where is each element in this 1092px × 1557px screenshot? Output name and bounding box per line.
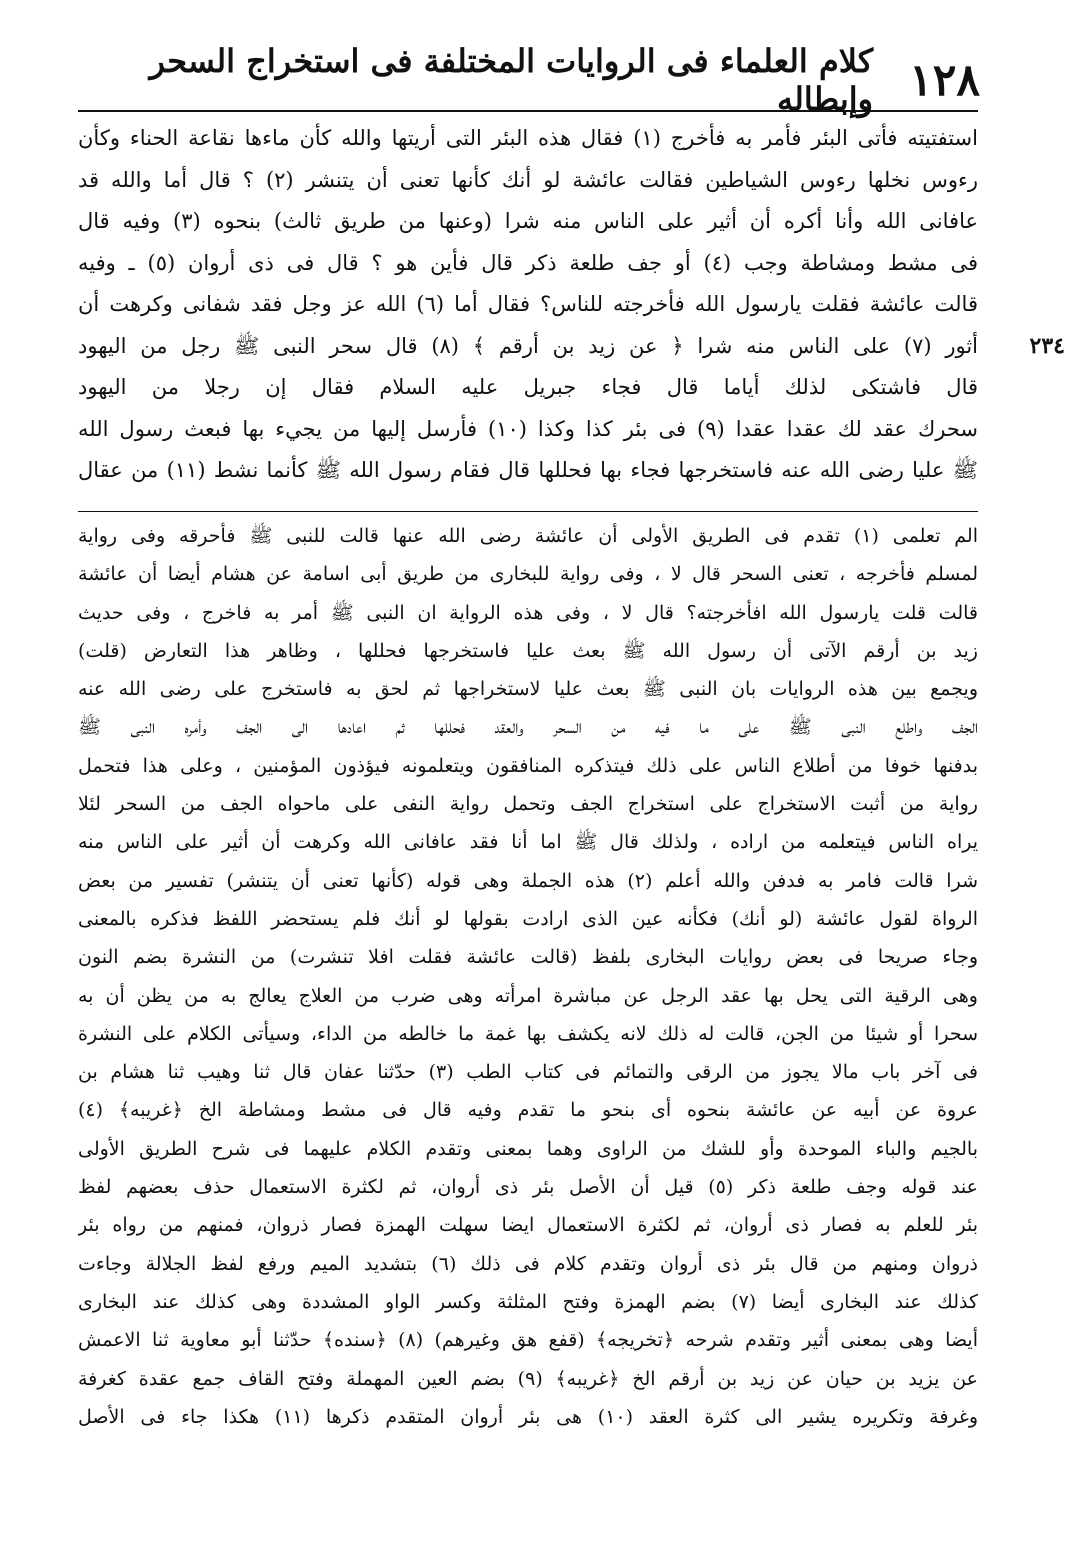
footnote-line: وهى الرقية التى يحل بها عقد الرجل عن مباشرة امرأته وهى ضرب من العلاج يعالج به من يظن أن به bbox=[78, 984, 978, 1007]
footnote-line: كذلك عند البخارى أيضا (٧) بضم الهمزة وفتح المثلثة وكسر الواو المشددة وهى كذلك عند البخارى bbox=[78, 1290, 978, 1313]
main-text-line: استفتيته فأتى البئر فأمر به فأخرج (١) فقال هذه البئر التى أريتها والله كأن ماءها نقاعة الحناء وكأن bbox=[78, 126, 978, 150]
footnote-line: يراه الناس فيتعلمه من اراده ، ولذلك قال ﷺ اما أنا فقد عافانى الله وكرهت أن أثير على الناس منه bbox=[78, 831, 978, 854]
footnote-line: بدفنها خوفا من أطلاع الناس على ذلك فيتذكره المنافقون ويتعلمونه فيؤذون المؤمنين ، وعلى هذا فتحمل bbox=[78, 754, 978, 777]
main-text-line: رءوس نخلها رءوس الشياطين فقالت عائشة لو أنك كأنها تعنى أن يتنشر (٢) ؟ قال أما والله قد bbox=[78, 167, 978, 192]
footnote-line: الجف واطلع النبى ﷺ على ما فيه من السحر والعقد فحللها ثم اعادها الى الجف وأمره النبى ﷺ bbox=[78, 716, 978, 739]
footnote-line: بالجيم والباء الموحدة وأو للشك من الراوى وهما بمعنى وتقدم الكلام عليهما فى شرح الطريق الأولى bbox=[78, 1137, 978, 1160]
footnote-line: عن يزيد بن حيان عن زيد بن أرقم الخ ﴿غريبه﴾ (٩) بضم العين المهملة وفتح القاف جمع عقدة كغرفة bbox=[78, 1367, 978, 1390]
main-text bbox=[78, 118, 978, 492]
footnote-line: وجاء صريحا فى بعض روايات البخارى بلفظ (قالت عائشة فقلت افلا تنشرت) من النشرة بضم النون bbox=[78, 946, 978, 969]
main-text-line: قال فاشتكى لذلك أياما قال فجاء جبريل عليه السلام فقال إن رجلا من اليهود bbox=[78, 375, 978, 399]
main-text-line: أثور (٧) على الناس منه شرا ﴿ عن زيد بن أرقم ﴾ (٨) قال سحر النبى ﷺ رجل من اليهود bbox=[78, 333, 978, 358]
page-number: ١٢٨ bbox=[909, 54, 980, 106]
footnote-divider bbox=[78, 511, 978, 512]
header-rule bbox=[78, 110, 978, 112]
main-text-line: ﷺ عليا رضى الله عنه فاستخرجها فجاء بها فحللها قال فقام رسول الله ﷺ كأنما نشط (١١) من عقال bbox=[78, 458, 978, 482]
main-text-line: قالت عائشة فقلت يارسول الله فأخرجته للناس؟ فقال أما (٦) الله عز وجل فقد شفانى وكرهت أن bbox=[78, 292, 978, 316]
page-header bbox=[80, 42, 980, 118]
footnote-line: قالت قلت يارسول الله افأخرجته؟ قال لا ، وفى هذه الرواية ان النبى ﷺ أمر به فاخرج ، وفى حديث bbox=[78, 601, 978, 624]
main-text-line: سحرك عقد لك عقدا عقدا (٩) فى بئر كذا وكذا (١٠) فأرسل إليها من يجيء بها فبعث رسول الله bbox=[78, 416, 978, 441]
footnote-line: عند قوله وجف طلعة ذكر (٥) قيل أن الأصل بئر ذى أروان، ثم لكثرة الاستعمال حذف بعضهم لفظ bbox=[78, 1176, 978, 1199]
footnote-line: أيضا وهى بمعنى أثير وتقدم شرحه ﴿تخريجه﴾ (قفع هق وغيرهم) (٨) ﴿سنده﴾ حدّثنا أبو معاوية ثنا الاعمش bbox=[78, 1329, 978, 1352]
footnote-line: وغرفة وتكريره يشير الى كثرة العقد (١٠) هى بئر أروان المتقدم ذكرها (١١) هكذا جاء فى الأصل bbox=[78, 1405, 978, 1428]
footnote-line: زيد بن أرقم الآتى أن رسول الله ﷺ بعث عليا فاستخرجها فحللها ، وظاهر هذا التعارض (قلت) bbox=[78, 639, 978, 662]
footnote-line: ويجمع بين هذه الروايات بان النبى ﷺ بعث عليا لاستخراجها ثم لحق به فاستخرج على رضى الله عنه bbox=[78, 678, 978, 701]
footnote-line: ذروان ومنهم من قال بئر ذى أروان وتقدم كلام فى ذلك (٦) بتشديد الميم ورفع لفظ الجلالة وجاءت bbox=[78, 1252, 978, 1275]
footnote-line: عروة عن أبيه عن عائشة بنحوه أى بنحو ما تقدم وفيه قال فى مشط ومشاطة الخ ﴿غريبه﴾ (٤) bbox=[78, 1099, 978, 1122]
hadith-number: ٢٣٤ bbox=[1029, 333, 1065, 359]
footnote-line: الم تعلمى (١) تقدم فى الطريق الأولى أن عائشة رضى الله عنها قالت للنبى ﷺ فأحرقه وفى رواية bbox=[78, 525, 978, 547]
running-title: كلام العلماء فى الروايات المختلفة فى استخراج السحر وإبطاله bbox=[149, 42, 874, 118]
footnote-line: الرواة لقول عائشة (لو أنك) فكأنه عين الذى ارادت بقولها لو أنك فلم يستحضر اللفظ فذكره بالمعنى bbox=[78, 907, 978, 930]
main-text-line: فى مشط ومشاطة وجب (٤) أو جف طلعة ذكر قال فأين هو ؟ قال فى ذى أروان (٥) ـ وفيه bbox=[78, 250, 978, 275]
footnote-line: بئر للعلم به فصار ذى أروان، ثم لكثرة الاستعمال ايضا سهلت الهمزة فصار ذروان، فمنهم من رواه بئر bbox=[78, 1214, 978, 1237]
footnotes bbox=[78, 517, 978, 1436]
footnote-line: سحرا أو شيئا من الجن، قالت له ذلك لانه يكشف بها غمة ما خالطه من الداء، وسيأتى الكلام على النشرة bbox=[78, 1022, 978, 1045]
footnote-line: لمسلم فأخرجه ، تعنى السحر قال لا ، وفى رواية للبخارى من طريق أبى اسامة عن هشام أيضا أن عائشة bbox=[78, 563, 978, 586]
main-text-line: عافانى الله وأنا أكره أن أثير على الناس منه شرا (وعنها من طريق ثالث) بنحوه (٣) وفيه قال bbox=[78, 209, 978, 233]
footnote-line: شرا قالت فامر به فدفن والله أعلم (٢) هذه الجملة وهى قوله (كأنها تعنى أن يتنشر) تفسير من بعض bbox=[78, 869, 978, 892]
footnote-line: فى آخر باب مالا يجوز من الرقى والتمائم فى كتاب الطب (٣) حدّثنا عفان قال ثنا وهيب ثنا هشام بن bbox=[78, 1061, 978, 1084]
footnote-line: رواية من أثبت الاستخراج على استخراج الجف وتحمل رواية النفى على ماحواه الجف من السحر لئلا bbox=[78, 793, 978, 816]
